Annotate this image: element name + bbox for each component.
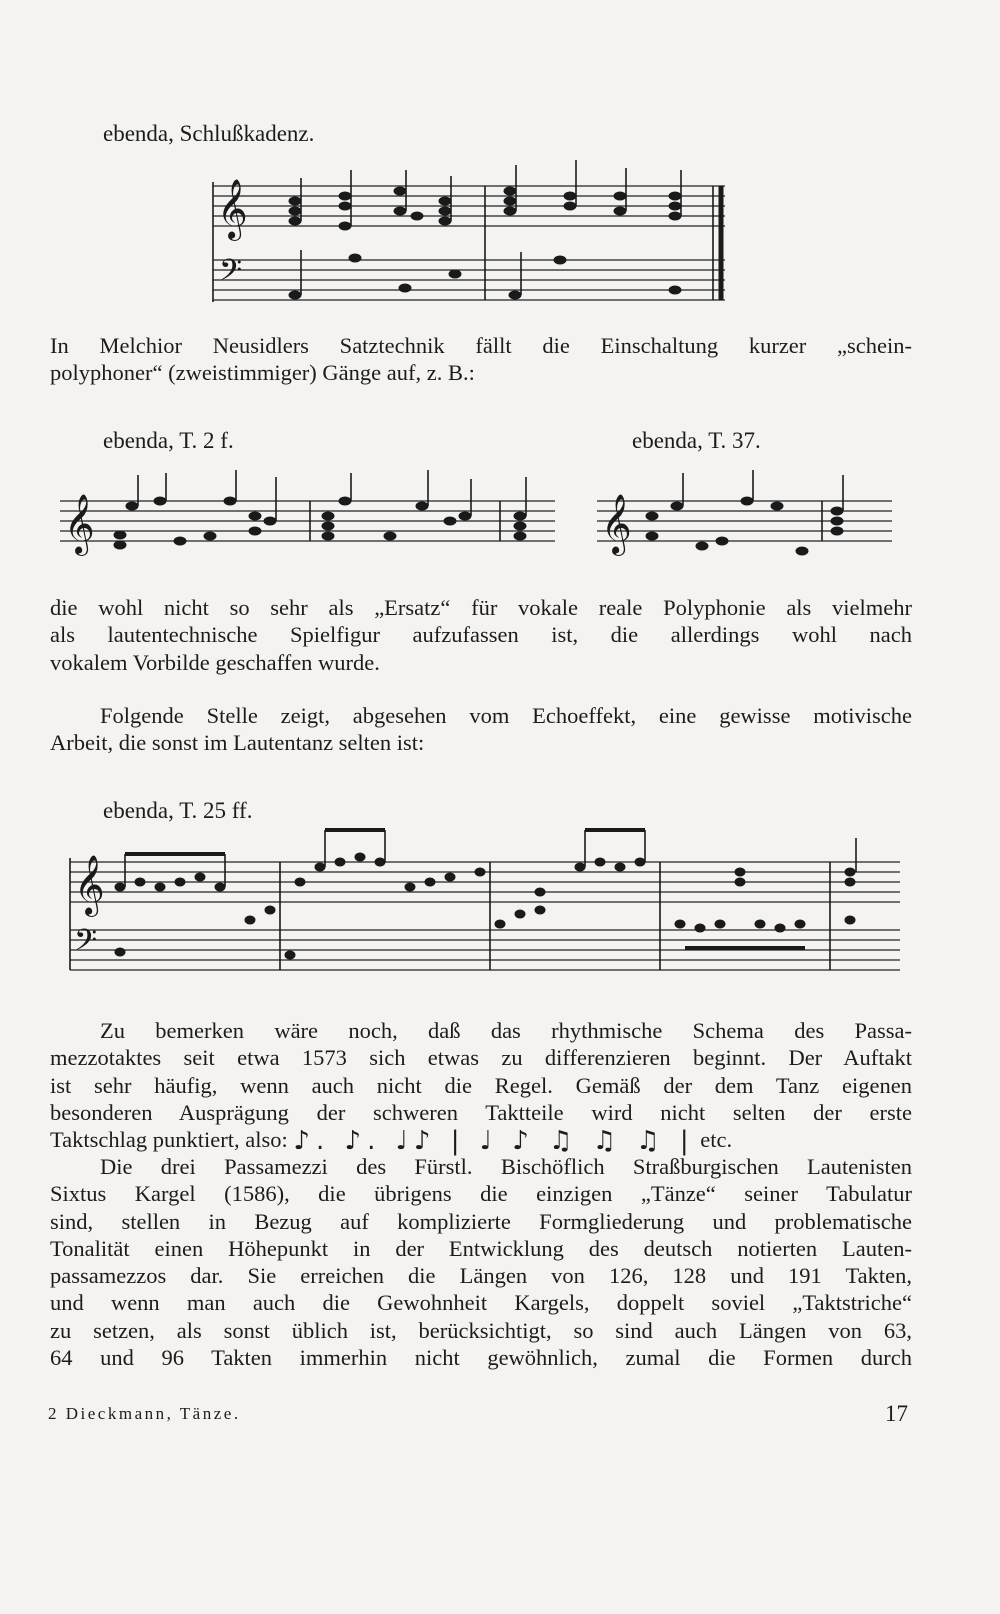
caption-t25ff: ebenda, T. 25 ff. xyxy=(103,798,253,823)
caption-schlusskadenz: ebenda, Schlußkadenz. xyxy=(103,121,315,146)
text-line: polyphoner“ (zweistimmiger) Gänge auf, z. B.: xyxy=(50,360,475,386)
text-line: zu setzen, als sonst üblich ist, berücksichtigt, so sind auch Längen von 63, xyxy=(50,1317,912,1343)
text-line: In Melchior Neusidlers Satztechnik fällt die Einschaltung kurzer „schein- xyxy=(50,333,912,358)
bass-clef-icon: 𝄢 xyxy=(219,254,243,295)
text-line: Zu bemerken wäre noch, daß das rhythmische Schema des Passa- xyxy=(100,1018,912,1043)
paragraph-kargel xyxy=(50,1153,912,1371)
caption-t37: ebenda, T. 37. xyxy=(632,428,761,453)
text-segment: Taktschlag punktiert, also: xyxy=(50,1127,288,1153)
footer-signature: 2 Dieckmann, Tänze. xyxy=(48,1404,241,1423)
text-line: und wenn man auch die Gewohnheit Kargels, doppelt soviel „Taktstriche“ xyxy=(50,1290,912,1316)
text-line: Die drei Passamezzi des Fürstl. Bischöflich Straßburgischen Lautenisten xyxy=(100,1154,912,1179)
text-line: Tonalität einen Höhepunkt in der Entwicklung des deutsch notierten Lauten- xyxy=(50,1235,912,1261)
music-example-schlusskadenz xyxy=(205,160,745,310)
text-line: als lautentechnische Spielfigur aufzufassen ist, die allerdings wohl nach xyxy=(50,622,912,648)
text-line: passamezzos dar. Sie erreichen die Längen von 126, 128 und 191 Takten, xyxy=(50,1263,912,1289)
text-line: vokalem Vorbilde geschaffen wurde. xyxy=(50,649,380,675)
text-line: die wohl nicht so sehr als „Ersatz“ für vokale reale Polyphonie als vielmehr xyxy=(50,595,912,620)
text-line: ist sehr häufig, wenn auch nicht die Regel. Gemäß der dem Tanz eigenen xyxy=(50,1072,912,1098)
rhythm-notation: ♪. ♪. ♩♪ | ♩ ♪ ♫ ♫ ♫ | xyxy=(293,1126,695,1157)
paragraph-ersatz xyxy=(50,594,912,676)
text-line: 64 und 96 Takten immerhin nicht gewöhnlich, zumal die Formen durch xyxy=(50,1345,912,1371)
treble-clef-icon: 𝄞 xyxy=(74,855,105,915)
caption-t2f: ebenda, T. 2 f. xyxy=(103,428,234,453)
treble-clef-icon: 𝄞 xyxy=(601,494,632,554)
text-line: Folgende Stelle zeigt, abgesehen vom Echoeffekt, eine gewisse motivische xyxy=(100,703,912,728)
paragraph-echoeffekt xyxy=(50,702,912,757)
treble-clef-icon: 𝄞 xyxy=(217,179,248,239)
bass-clef-icon: 𝄢 xyxy=(74,924,98,965)
text-line: besonderen Ausprägung der schweren Taktteile wird nicht selten der erste xyxy=(50,1099,912,1125)
treble-clef-icon: 𝄞 xyxy=(64,494,95,554)
paragraph-satztechnik xyxy=(50,332,912,387)
music-example-t37 xyxy=(597,465,897,575)
text-segment: etc. xyxy=(700,1127,733,1153)
paragraph-rhythmisches-schema xyxy=(50,1017,912,1155)
text-line xyxy=(50,1126,912,1155)
music-example-t2f xyxy=(60,465,560,575)
text-line: Sixtus Kargel (1586), die übrigens die einzigen „Tänze“ seiner Tabulatur xyxy=(50,1181,912,1207)
music-example-t25ff xyxy=(60,830,905,980)
page-number: 17 xyxy=(885,1401,908,1426)
text-line: mezzotaktes seit etwa 1573 sich etwas zu differenzieren beginnt. Der Auftakt xyxy=(50,1045,912,1071)
text-line: sind, stellen in Bezug auf komplizierte Formgliederung und problematische xyxy=(50,1208,912,1234)
text-line: Arbeit, die sonst im Lautentanz selten ist: xyxy=(50,730,425,756)
